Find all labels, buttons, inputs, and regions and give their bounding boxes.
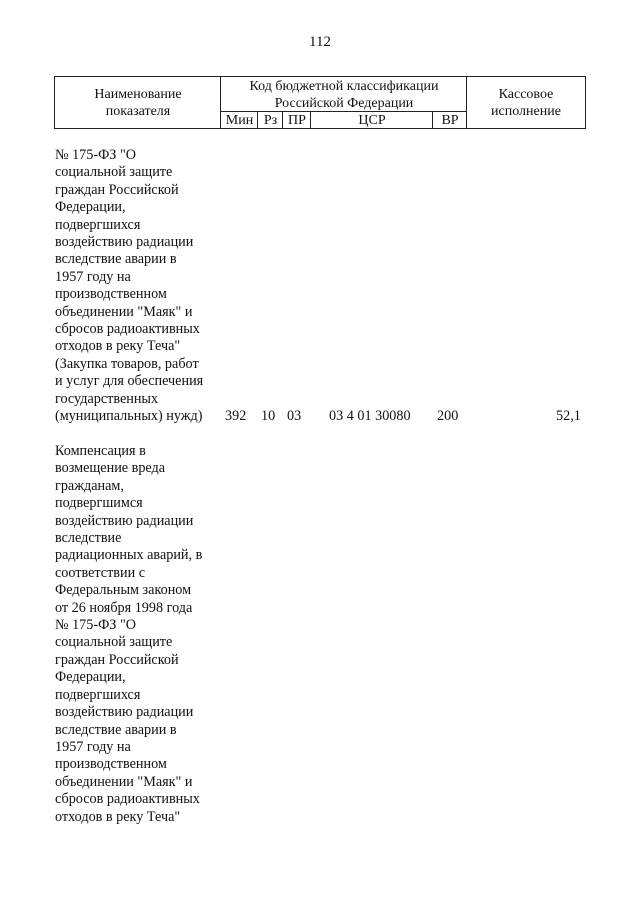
row-name-line: воздействию радиации bbox=[55, 704, 194, 721]
row-name-line: вследствие bbox=[55, 530, 122, 547]
header-divider bbox=[220, 77, 221, 128]
header-col-pr-label: ПР bbox=[288, 112, 306, 128]
header-code-group-label: Код бюджетной классификации Российской Федерации bbox=[249, 78, 439, 111]
row-name-line: (Закупка товаров, работ bbox=[55, 355, 199, 372]
row-name-line: от 26 ноября 1998 года bbox=[55, 599, 193, 616]
header-divider bbox=[466, 77, 467, 128]
row-name-line: 1957 году на bbox=[55, 738, 131, 755]
header-col-vr bbox=[433, 112, 467, 128]
row-name-line: граждан Российской bbox=[55, 651, 179, 668]
header-col-csr bbox=[311, 112, 433, 128]
row-name-line: № 175-ФЗ "О bbox=[55, 147, 136, 163]
row-name-line: вследствие аварии в bbox=[55, 721, 177, 738]
row-name-line: объединении "Маяк" и bbox=[55, 303, 193, 320]
header-col-min-label: Мин bbox=[225, 112, 254, 128]
table-row-name bbox=[55, 147, 203, 426]
table-row-name bbox=[55, 443, 202, 826]
row-name-line: Компенсация в bbox=[55, 443, 146, 459]
row-name-line: (муниципальных) нужд) bbox=[55, 408, 203, 425]
header-col-csr-label: ЦСР bbox=[358, 112, 386, 128]
header-divider bbox=[432, 112, 433, 128]
header-col-min bbox=[221, 112, 258, 128]
row-name-line: Федерации, bbox=[55, 199, 126, 216]
row-name-line: объединении "Маяк" и bbox=[55, 773, 193, 790]
row-name-line: отходов в реку Теча" bbox=[55, 808, 181, 825]
row-name-line: социальной защите bbox=[55, 164, 173, 181]
row-name-line: социальной защите bbox=[55, 634, 173, 651]
cell-pr: 03 bbox=[287, 408, 302, 424]
header-divider bbox=[282, 112, 283, 128]
header-divider bbox=[310, 112, 311, 128]
header-col-pr bbox=[283, 112, 311, 128]
row-name-line: Федерации, bbox=[55, 669, 126, 686]
row-name-line: 1957 году на bbox=[55, 268, 131, 285]
row-name-line: гражданам, bbox=[55, 477, 124, 494]
row-name-line: отходов в реку Теча" bbox=[55, 338, 181, 355]
row-name-line: соответствии с bbox=[55, 564, 146, 581]
header-cash-cell bbox=[467, 77, 585, 128]
row-name-line: государственных bbox=[55, 390, 159, 407]
row-name-line: возмещение вреда bbox=[55, 460, 166, 477]
header-col-rz-label: Рз bbox=[263, 112, 278, 128]
row-name-line: сбросов радиоактивных bbox=[55, 321, 200, 338]
row-name-line: граждан Российской bbox=[55, 181, 179, 198]
row-name-line: вследствие аварии в bbox=[55, 251, 177, 268]
row-name-line: и услуг для обеспечения bbox=[55, 373, 204, 390]
row-name-line: воздействию радиации bbox=[55, 234, 194, 251]
row-name-line: производственном bbox=[55, 286, 167, 303]
cell-rz: 10 bbox=[261, 408, 276, 424]
row-name-line: сбросов радиоактивных bbox=[55, 791, 200, 808]
header-name-label: Наименование показателя bbox=[94, 86, 182, 119]
header-cash-label: Кассовое исполнение bbox=[491, 86, 561, 119]
row-name-line: воздействию радиации bbox=[55, 512, 194, 529]
header-col-rz bbox=[258, 112, 283, 128]
cell-amount: 52,1 bbox=[556, 408, 581, 424]
cell-min: 392 bbox=[225, 408, 247, 424]
row-name-line: № 175-ФЗ "О bbox=[55, 617, 136, 634]
row-name-line: производственном bbox=[55, 756, 167, 773]
row-name-line: радиационных аварий, в bbox=[55, 547, 203, 564]
row-name-line: подвергшимся bbox=[55, 495, 143, 512]
page-number: 112 bbox=[309, 34, 331, 50]
header-divider bbox=[257, 112, 258, 128]
header-col-vr-label: ВР bbox=[441, 112, 459, 128]
cell-vr: 200 bbox=[437, 408, 459, 424]
row-name-line: подвергшихся bbox=[55, 686, 141, 703]
header-code-group-cell bbox=[221, 77, 467, 112]
row-name-line: Федеральным законом bbox=[55, 582, 192, 599]
row-name-line: подвергшихся bbox=[55, 216, 141, 233]
header-name-cell bbox=[55, 77, 221, 128]
table-header bbox=[54, 76, 586, 129]
cell-csr: 03 4 01 30080 bbox=[329, 408, 411, 424]
